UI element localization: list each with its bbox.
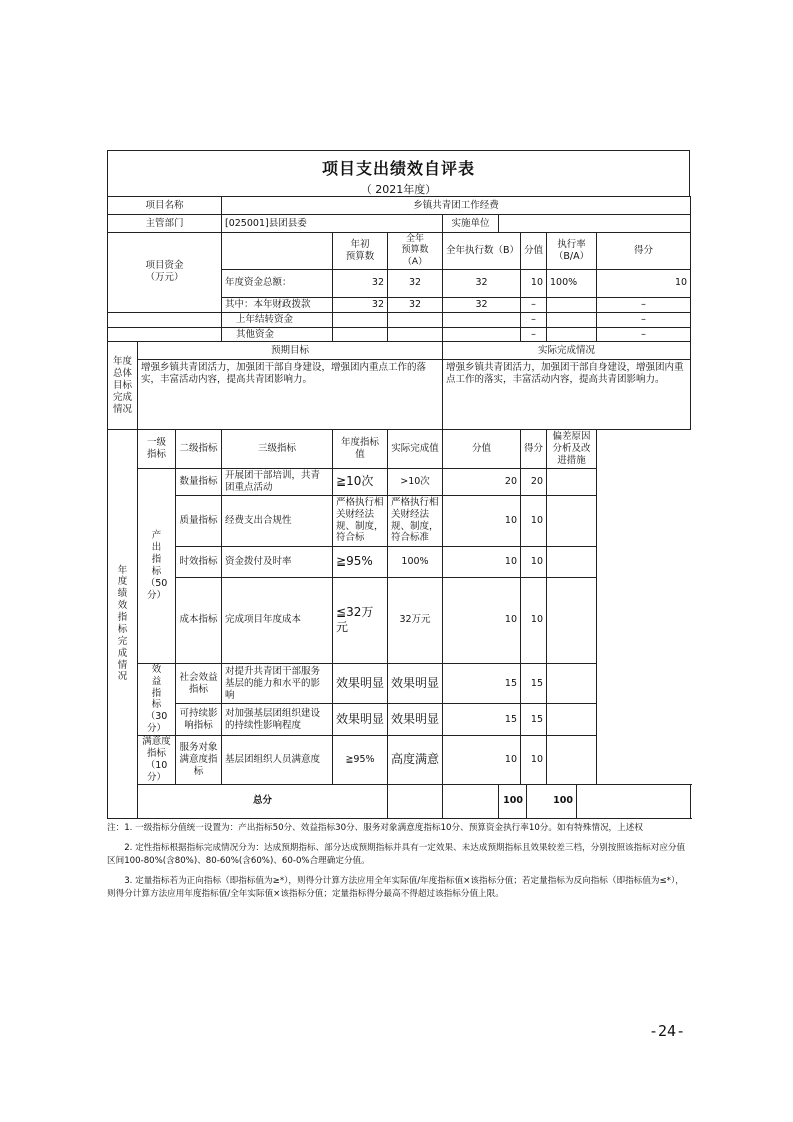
indicator-actual: >10次 bbox=[388, 469, 443, 496]
indicator-got: 15 bbox=[521, 704, 547, 736]
funds-row bbox=[108, 327, 691, 342]
funds-full: 32 bbox=[388, 269, 443, 297]
note-3: 3. 定量指标若为正向指标（即指标值为≥*），则得分计算方法应用全年实际值/年度指标值×该指标分值；若定量指标为反向指标（即指标值为≤*），则得分计算方法应用年度指标值/全年实际值×该指标分值；定量指标得分最高不得超过该指标分值上限。 bbox=[107, 876, 684, 899]
funds-got: – bbox=[597, 297, 691, 312]
indicator-got: 10 bbox=[521, 736, 547, 785]
dept-label: 主管部门 bbox=[108, 215, 222, 233]
funds-exec bbox=[443, 312, 521, 327]
indicator-score: 20 bbox=[443, 469, 521, 496]
indicator-target: ≦32万元 bbox=[333, 577, 388, 663]
funds-full bbox=[388, 312, 443, 327]
indicator-got: 10 bbox=[521, 577, 547, 663]
indicator-l3: 对提升共青团干部服务基层的能力和水平的影响 bbox=[222, 663, 333, 704]
funds-rate bbox=[547, 327, 597, 342]
indicator-got: 10 bbox=[521, 546, 547, 577]
indicators-section-label: 年 度 绩 效 指 标 完 成 情 况 bbox=[108, 430, 138, 818]
indicator-actual: 32万元 bbox=[388, 577, 443, 663]
dept-row bbox=[108, 215, 691, 233]
reason-header: 偏差原因分析及改进措施 bbox=[547, 430, 597, 469]
l1-header: 一级 指标 bbox=[138, 430, 176, 469]
expected-header: 预期目标 bbox=[138, 342, 443, 360]
project-name-label: 项目名称 bbox=[108, 197, 222, 215]
indicator-l2: 数量指标 bbox=[176, 469, 222, 496]
indicator-reason bbox=[547, 577, 597, 663]
indicator-reason bbox=[547, 704, 597, 736]
indicator-l2: 质量指标 bbox=[176, 495, 222, 546]
page-title: 项目支出绩效自评表 bbox=[321, 159, 475, 178]
indicator-l3: 开展团干部培训，共青团重点活动 bbox=[222, 469, 333, 496]
funds-score: 10 bbox=[521, 269, 547, 297]
score-header: 分值 bbox=[521, 233, 547, 270]
indicator-score: 10 bbox=[443, 546, 521, 577]
total-blank-1 bbox=[388, 784, 443, 818]
evaluation-sheet bbox=[107, 150, 690, 899]
indicator-target: 严格执行相关财经法规、制度，符合标 bbox=[333, 495, 388, 546]
funds-row-spacer bbox=[108, 327, 222, 342]
output-group-label: 产 出 指 标 （50分） bbox=[138, 469, 176, 664]
rate-header: 执行率 （B/A） bbox=[547, 233, 597, 270]
indicator-actual: 效果明显 bbox=[388, 704, 443, 736]
impl-unit-label: 实施单位 bbox=[443, 215, 499, 233]
indicator-target: ≧10次 bbox=[333, 469, 388, 496]
funds-row-label: 上年结转资金 bbox=[222, 312, 333, 327]
funds-row-label: 其他资金 bbox=[222, 327, 333, 342]
funds-rate bbox=[547, 297, 597, 312]
funds-initial bbox=[333, 327, 388, 342]
indicator-got: 20 bbox=[521, 469, 547, 496]
total-score: 100 bbox=[499, 784, 527, 818]
total-label: 总分 bbox=[138, 784, 388, 818]
indicator-row bbox=[108, 663, 691, 704]
funds-got: – bbox=[597, 327, 691, 342]
indicator-l2: 社会效益指标 bbox=[176, 663, 222, 704]
initial-budget-header: 年初 预算数 bbox=[333, 233, 388, 270]
actual-goal: 增强乡镇共青团活力，加强团干部自身建设，增强团内重点工作的落实，丰富活动内容，提高共青团影响力。 bbox=[443, 360, 691, 430]
title-box bbox=[107, 150, 690, 196]
execution-header: 全年执行数（B） bbox=[443, 233, 521, 270]
indicator-score: 15 bbox=[443, 663, 521, 704]
indicator-l3: 基层团组织人员满意度 bbox=[222, 736, 333, 785]
indicator-l2: 时效指标 bbox=[176, 546, 222, 577]
actual-header: 实际完成情况 bbox=[443, 342, 691, 360]
project-name-row bbox=[108, 197, 691, 215]
indicator-l3: 对加强基层团组织建设的持续性影响程度 bbox=[222, 704, 333, 736]
indicator-score: 10 bbox=[443, 736, 521, 785]
funds-initial: 32 bbox=[333, 269, 388, 297]
funds-rate bbox=[547, 312, 597, 327]
indicator-score: 10 bbox=[443, 577, 521, 663]
evaluation-table bbox=[107, 196, 691, 819]
impl-unit-value bbox=[499, 215, 691, 233]
indicator-got: 15 bbox=[521, 663, 547, 704]
indicator-l3: 完成项目年度成本 bbox=[222, 577, 333, 663]
indicator-got: 10 bbox=[521, 495, 547, 546]
indicator-row bbox=[108, 495, 691, 546]
indicator-row bbox=[108, 704, 691, 736]
funds-header-row bbox=[108, 233, 691, 270]
funds-exec bbox=[443, 327, 521, 342]
indicator-row bbox=[108, 736, 691, 785]
indicator-score: 10 bbox=[443, 495, 521, 546]
indicator-reason bbox=[547, 546, 597, 577]
funds-score: – bbox=[521, 297, 547, 312]
total-blank-2 bbox=[443, 784, 499, 818]
funds-full: 32 bbox=[388, 297, 443, 312]
funds-got: 10 bbox=[597, 269, 691, 297]
funds-full bbox=[388, 327, 443, 342]
indicator-actual: 高度满意 bbox=[388, 736, 443, 785]
indicator-target: 效果明显 bbox=[333, 704, 388, 736]
page-subtitle: （ 2021年度） bbox=[360, 183, 437, 196]
funds-exec: 32 bbox=[443, 297, 521, 312]
l3-header: 三级指标 bbox=[222, 430, 333, 469]
goals-content-row bbox=[108, 360, 691, 430]
indicator-reason bbox=[547, 736, 597, 785]
ind-score-header: 分值 bbox=[443, 430, 521, 469]
funds-label: 项目资金 （万元） bbox=[108, 233, 222, 313]
indicator-row bbox=[108, 546, 691, 577]
note-1: 注：1. 一级指标分值统一设置为：产出指标50分、效益指标30分、服务对象满意度指标10分、预算资金执行率10分。如有特殊情况，上述权 bbox=[107, 823, 643, 833]
indicator-reason bbox=[547, 663, 597, 704]
page-number: -24- bbox=[649, 1022, 686, 1040]
indicator-l3: 经费支出合规性 bbox=[222, 495, 333, 546]
project-name-value: 乡镇共青团工作经费 bbox=[222, 197, 691, 215]
indicator-target: ≧95% bbox=[333, 736, 388, 785]
funds-row-label: 年度资金总额： bbox=[222, 269, 333, 297]
satisfaction-group-label: 满意度 指标 （10分） bbox=[138, 736, 176, 785]
indicator-score: 15 bbox=[443, 704, 521, 736]
total-got: 100 bbox=[527, 784, 577, 818]
notes bbox=[107, 822, 690, 908]
funds-row-spacer bbox=[108, 312, 222, 327]
funds-score: – bbox=[521, 312, 547, 327]
got-header: 得分 bbox=[597, 233, 691, 270]
actual-value-header: 实际完成值 bbox=[388, 430, 443, 469]
note-2: 2. 定性指标根据指标完成情况分为：达成预期指标、部分达成预期指标并具有一定效果、未达成预期指标且效果较差三档，分别按照该指标对应分值区间100-80%(含80%)、80-60%(含60%)、60-0%合理确定分值。 bbox=[107, 843, 686, 866]
indicator-actual: 严格执行相关财经法规、制度，符合标准 bbox=[388, 495, 443, 546]
expected-goal: 增强乡镇共青团活力，加强团干部自身建设，增强团内重点工作的落实，丰富活动内容，提高共青团影响力。 bbox=[138, 360, 443, 430]
funds-initial bbox=[333, 312, 388, 327]
indicator-target: 效果明显 bbox=[333, 663, 388, 704]
target-header: 年度指标 值 bbox=[333, 430, 388, 469]
full-budget-header: 全年 预算数 （A） bbox=[388, 233, 443, 270]
indicator-l3: 资金拨付及时率 bbox=[222, 546, 333, 577]
total-row bbox=[108, 784, 691, 818]
indicator-row bbox=[108, 577, 691, 663]
benefit-group-label: 效 益 指 标 （30分） bbox=[138, 663, 176, 735]
funds-rate: 100% bbox=[547, 269, 597, 297]
funds-exec: 32 bbox=[443, 269, 521, 297]
funds-row bbox=[108, 312, 691, 327]
goals-header-row bbox=[108, 342, 691, 360]
indicator-target: ≧95% bbox=[333, 546, 388, 577]
dept-value: [025001]县团县委 bbox=[222, 215, 443, 233]
indicator-l2: 成本指标 bbox=[176, 577, 222, 663]
indicator-l2: 可持续影响指标 bbox=[176, 704, 222, 736]
goals-label: 年度 总体 目标 完成 情况 bbox=[108, 342, 138, 430]
indicator-reason bbox=[547, 469, 597, 496]
funds-got: – bbox=[597, 312, 691, 327]
funds-score: – bbox=[521, 327, 547, 342]
indicator-l2: 服务对象满意度指标 bbox=[176, 736, 222, 785]
funds-header-blank bbox=[222, 233, 333, 270]
indicator-actual: 效果明显 bbox=[388, 663, 443, 704]
funds-row-label: 其中：本年财政拨款 bbox=[222, 297, 333, 312]
funds-initial: 32 bbox=[333, 297, 388, 312]
indicator-reason bbox=[547, 495, 597, 546]
total-blank-3 bbox=[577, 784, 691, 818]
indicators-header-row bbox=[108, 430, 691, 469]
l2-header: 二级指标 bbox=[176, 430, 222, 469]
ind-got-header: 得分 bbox=[521, 430, 547, 469]
indicator-actual: 100% bbox=[388, 546, 443, 577]
indicator-row bbox=[108, 469, 691, 496]
